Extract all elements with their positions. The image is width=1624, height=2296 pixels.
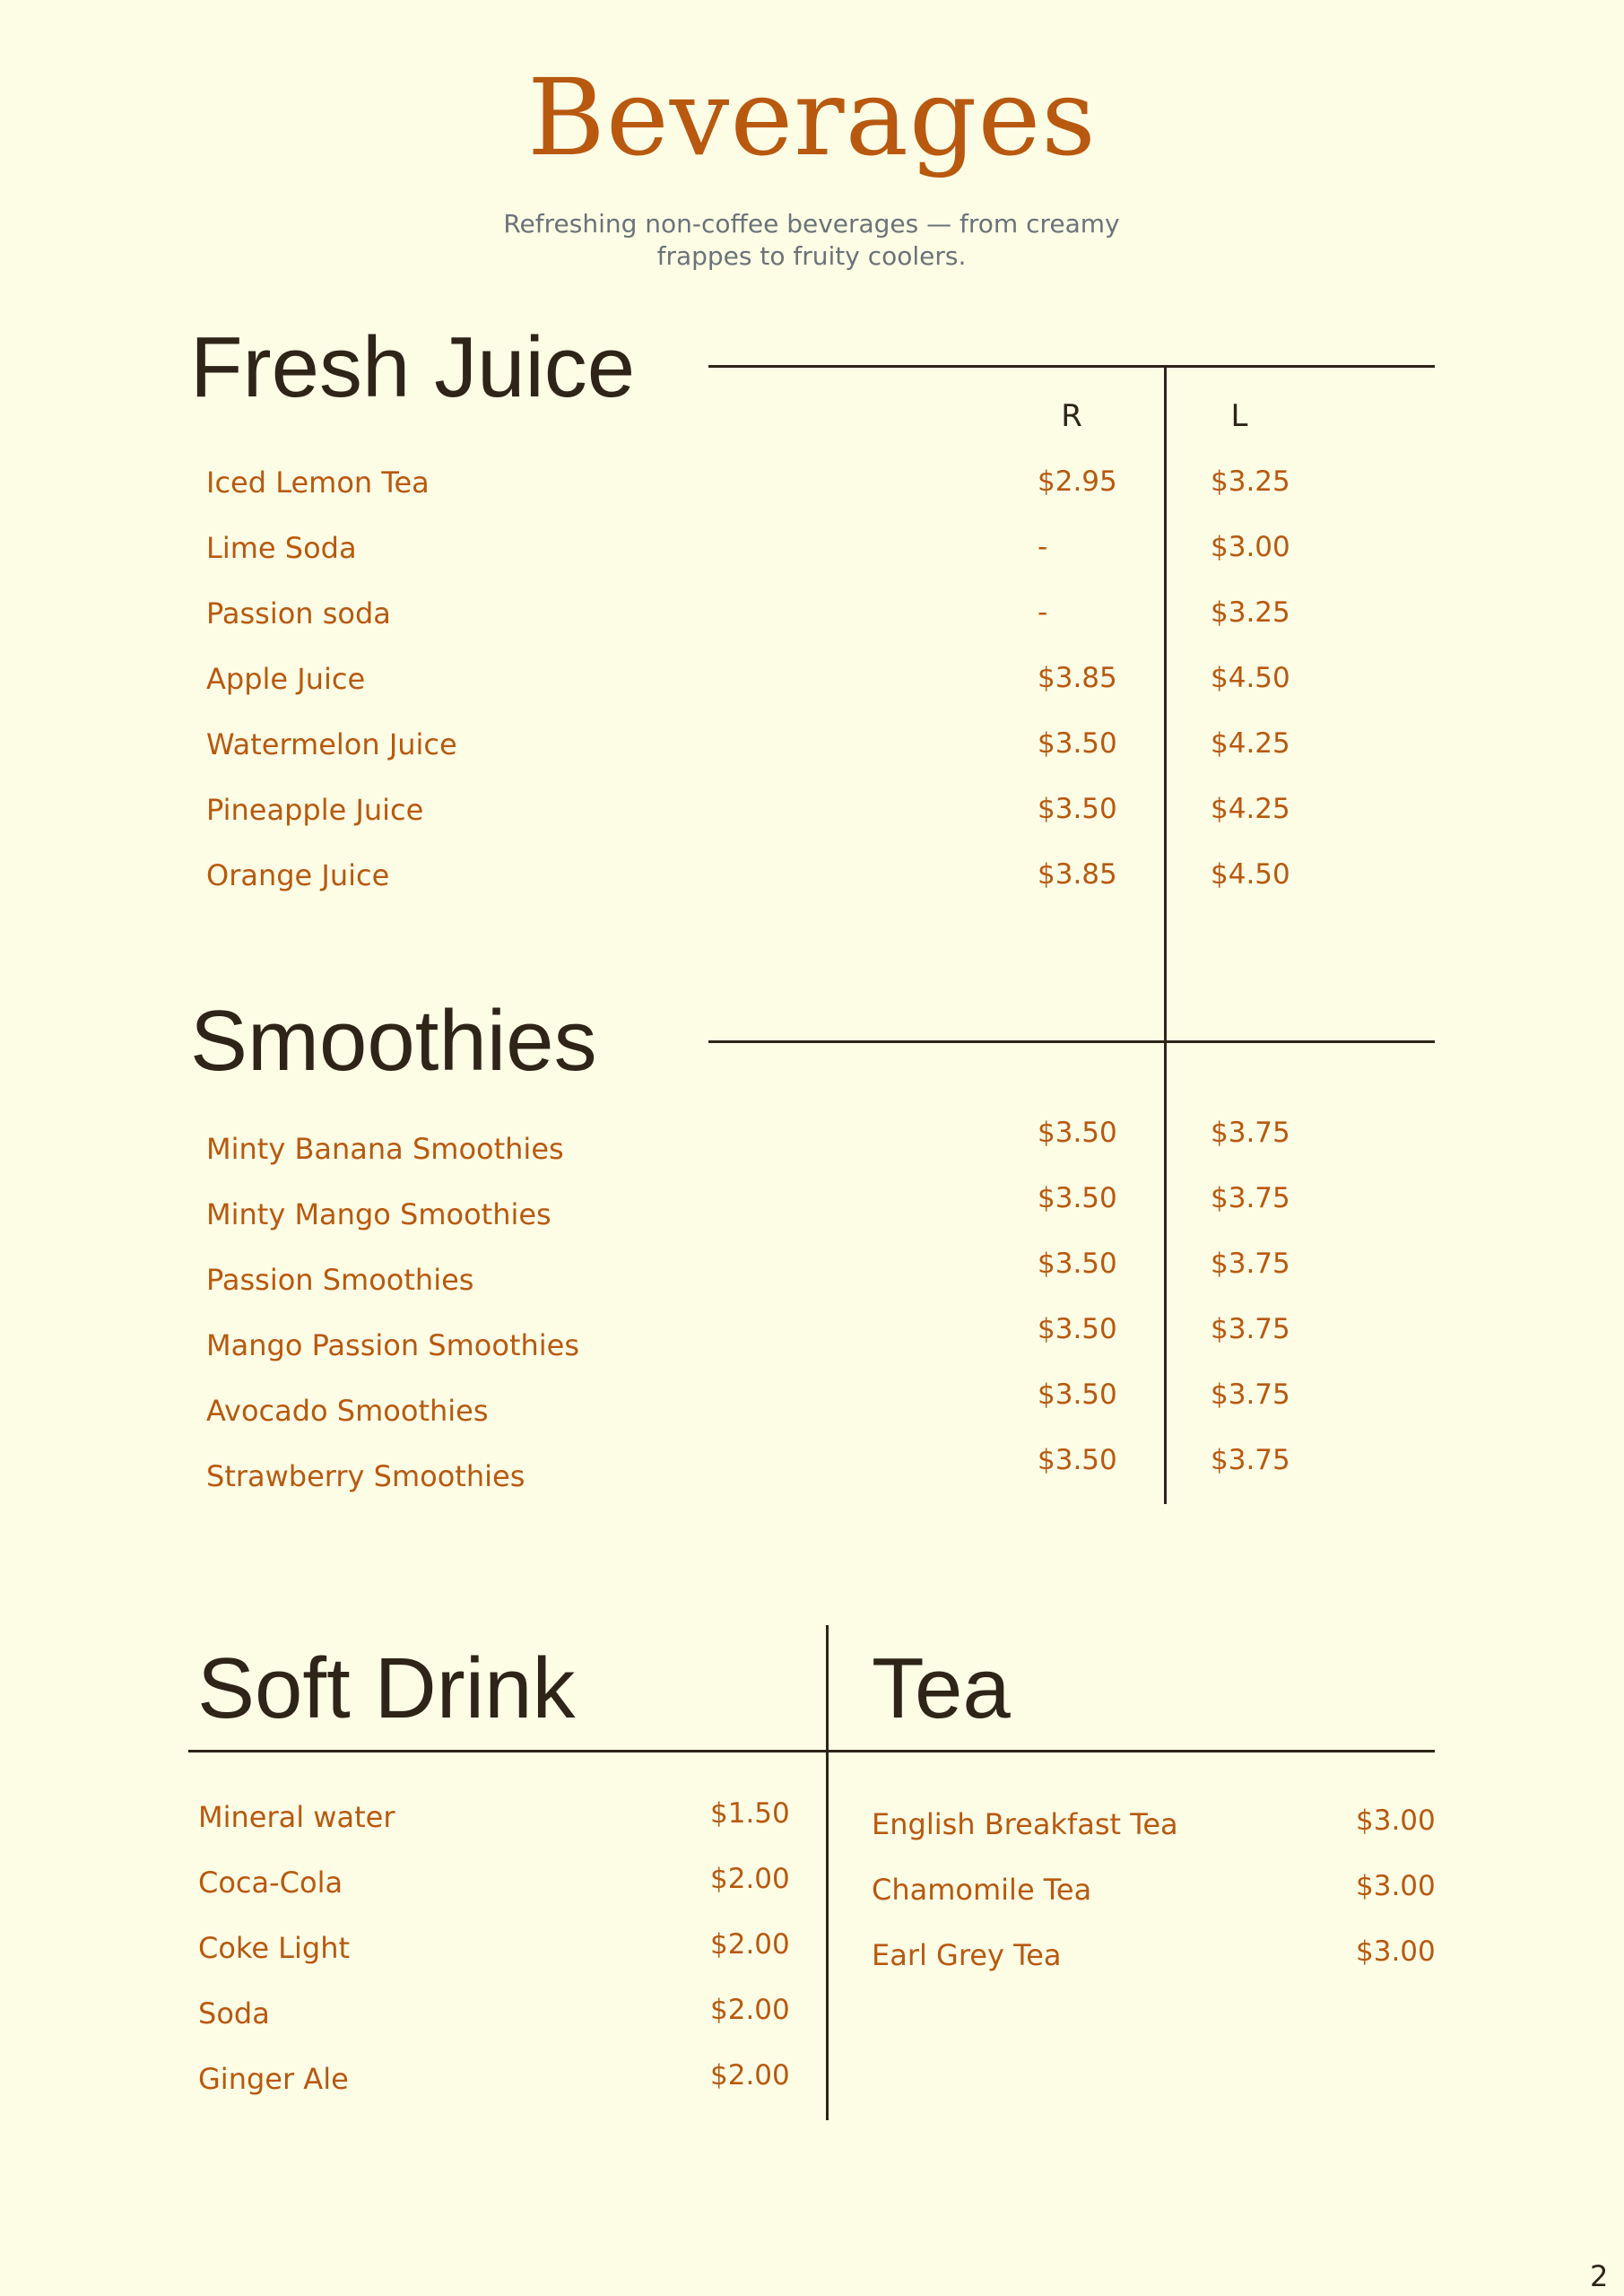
menu-item-price-large: $4.50 [1211, 662, 1290, 694]
menu-item-price-large: $3.75 [1211, 1182, 1290, 1214]
menu-item-price: $3.00 [1356, 1805, 1436, 1837]
menu-item-price-large: $3.75 [1211, 1248, 1290, 1280]
menu-item-name: Ginger Ale [198, 2062, 349, 2096]
section-title-fresh-juice: Fresh Juice [190, 319, 636, 415]
section-title-tea: Tea [872, 1640, 1011, 1736]
subtitle-line: Refreshing non-coffee beverages — from creamy [503, 209, 1120, 239]
menu-item-price-large: $4.25 [1211, 793, 1290, 825]
menu-item-price: $2.00 [710, 1928, 790, 1961]
menu-item-price-regular: - [1038, 596, 1048, 629]
menu-item-price-regular: $3.50 [1038, 1313, 1117, 1345]
menu-item-price-regular: $3.50 [1038, 1182, 1117, 1214]
menu-item-name: Watermelon Juice [206, 727, 457, 761]
menu-item-name: Chamomile Tea [872, 1873, 1092, 1907]
menu-item-name: English Breakfast Tea [872, 1807, 1178, 1841]
section-title-soft-drink: Soft Drink [197, 1640, 576, 1736]
menu-item-name: Lime Soda [206, 531, 357, 565]
page-subtitle [453, 208, 1170, 273]
menu-item-price-large: $3.75 [1211, 1444, 1290, 1476]
menu-item-name: Minty Mango Smoothies [206, 1197, 551, 1231]
menu-item-price-large: $3.25 [1211, 465, 1290, 498]
menu-item-price-regular: $3.50 [1038, 793, 1117, 825]
menu-item-price-large: $3.75 [1211, 1313, 1290, 1345]
menu-item-price-large: $3.00 [1211, 531, 1290, 563]
menu-item-price-regular: $3.50 [1038, 727, 1117, 760]
menu-item-price-large: $3.25 [1211, 596, 1290, 629]
page-number: 2 [1590, 2259, 1609, 2293]
menu-item-price-large: $3.75 [1211, 1117, 1290, 1149]
menu-item-name: Mango Passion Smoothies [206, 1328, 580, 1362]
column-divider [826, 1625, 829, 2120]
menu-item-name: Coke Light [198, 1931, 351, 1965]
menu-item-price-regular: $3.85 [1038, 662, 1117, 694]
menu-item-name: Coca-Cola [198, 1866, 343, 1900]
section-divider [708, 365, 1435, 368]
menu-item-price-large: $3.75 [1211, 1378, 1290, 1411]
menu-item-price-regular: $3.50 [1038, 1444, 1117, 1476]
menu-item-price: $3.00 [1356, 1935, 1436, 1968]
menu-item-name: Minty Banana Smoothies [206, 1132, 564, 1166]
column-header-large: L [1230, 398, 1248, 434]
menu-item-price-regular: - [1038, 531, 1048, 563]
column-header-regular: R [1061, 398, 1082, 434]
menu-item-price: $2.00 [710, 1994, 790, 2026]
menu-item-price-regular: $3.85 [1038, 858, 1117, 891]
menu-item-name: Pineapple Juice [206, 793, 424, 827]
menu-item-name: Iced Lemon Tea [206, 465, 430, 500]
page-title: Beverages [527, 56, 1097, 179]
section-divider [188, 1750, 1435, 1752]
menu-item-price-regular: $3.50 [1038, 1378, 1117, 1411]
menu-item-price-regular: $3.50 [1038, 1117, 1117, 1149]
menu-item-price-large: $4.25 [1211, 727, 1290, 760]
menu-item-price: $2.00 [710, 2059, 790, 2092]
menu-item-name: Soda [198, 1996, 270, 2031]
menu-item-name: Orange Juice [206, 858, 390, 892]
menu-item-name: Strawberry Smoothies [206, 1459, 525, 1493]
menu-item-price-large: $4.50 [1211, 858, 1290, 891]
section-divider [708, 1040, 1435, 1043]
menu-item-price-regular: $3.50 [1038, 1248, 1117, 1280]
menu-item-name: Apple Juice [206, 662, 366, 696]
column-divider [1164, 365, 1167, 1504]
menu-item-name: Avocado Smoothies [206, 1394, 489, 1428]
subtitle-line: frappes to fruity coolers. [656, 241, 967, 271]
menu-item-price-regular: $2.95 [1038, 465, 1117, 498]
menu-item-price: $1.50 [710, 1797, 790, 1830]
section-title-smoothies: Smoothies [190, 993, 597, 1089]
menu-item-price: $3.00 [1356, 1870, 1436, 1902]
menu-item-price: $2.00 [710, 1863, 790, 1895]
menu-item-name: Earl Grey Tea [872, 1938, 1062, 1972]
menu-item-name: Passion soda [206, 596, 391, 631]
menu-item-name: Passion Smoothies [206, 1263, 474, 1297]
menu-item-name: Mineral water [198, 1800, 395, 1834]
